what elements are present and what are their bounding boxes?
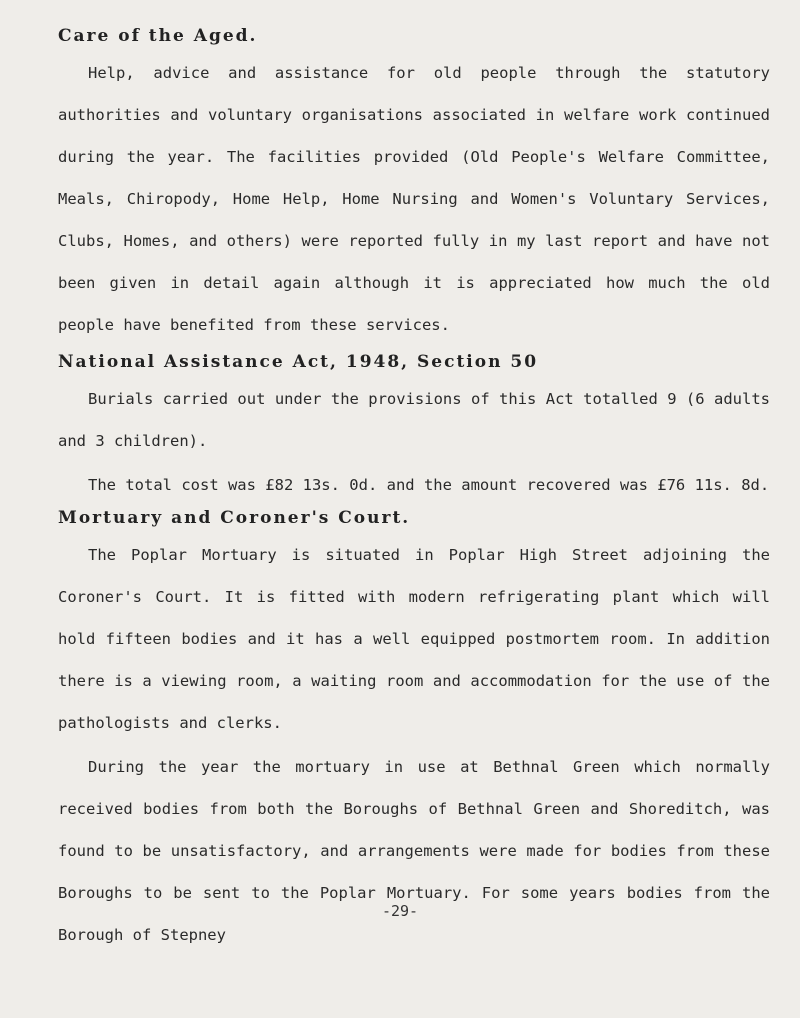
paragraph-burial-cost: The total cost was £82 13s. 0d. and the amount recovered was £76 11s. 8d. [88, 476, 770, 494]
section-heading-care-of-aged: Care of the Aged. [58, 26, 258, 46]
document-page [58, 26, 770, 956]
paragraph-poplar-mortuary: The Poplar Mortuary is situated in Poplar High Street adjoining the Coroner's Court. It is fitted with modern refrigerating plant which will hold fifteen bodies and it has a well equipped postmortem room. In addition there is a viewing room, a waiting room and accommodation for the use of the pathologists and clerks. [58, 546, 770, 732]
page-number: -29- [381, 902, 419, 920]
section-heading-national-assistance-act: National Assistance Act, 1948, Section 50 [58, 352, 539, 372]
section-heading-mortuary: Mortuary and Coroner's Court. [58, 508, 411, 528]
paragraph-burials: Burials carried out under the provisions of this Act totalled 9 (6 adults and 3 children). [58, 390, 770, 450]
paragraph-care-of-aged: Help, advice and assistance for old people through the statutory authorities and voluntary organisations associated in welfare work continued during the year. The facilities provided (Old People's Welfare Committee, Meals, Chiropody, Home Help, Home Nursing and Women's Voluntary Services, Clubs, Homes, and others) were reported fully in my last report and have not been given in detail again although it is appreciated how much the old people have benefited from these services. [58, 64, 770, 334]
paragraph-bethnal-green-mortuary: During the year the mortuary in use at Bethnal Green which normally received bodies from both the Boroughs of Bethnal Green and Shoreditch, was found to be unsatisfactory, and arrangements were made for bodies from these Boroughs to be sent to the Poplar Mortuary. For some years bodies from the Borough of Stepney [58, 758, 770, 944]
